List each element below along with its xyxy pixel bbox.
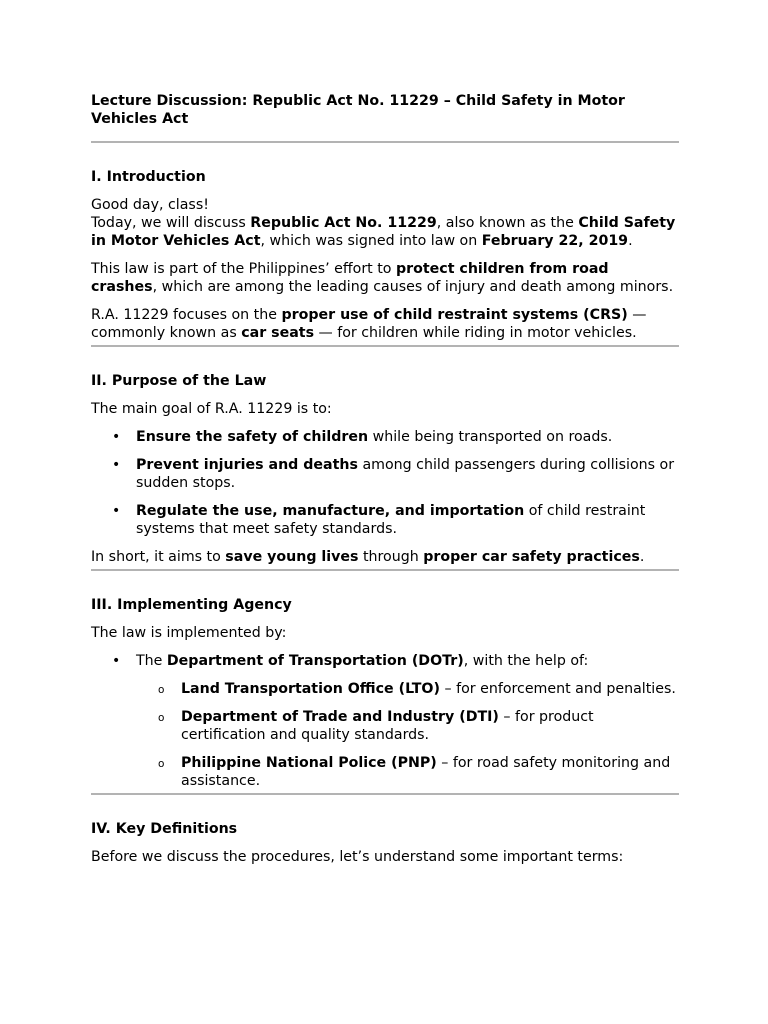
section-divider <box>91 141 679 143</box>
section-heading-definitions: IV. Key Definitions <box>91 821 238 837</box>
intro-paragraph-1: Today, we will discuss Republic Act No. 11229, also known as the Child Safety in Motor Vehicles Act, which was signed into law on February 22, 2019. <box>91 215 676 249</box>
section-heading-purpose: II. Purpose of the Law <box>91 373 267 389</box>
section-key-definitions <box>91 820 679 866</box>
section-introduction <box>91 168 679 342</box>
list-item: • Prevent injuries and deaths among child passengers during collisions or sudden stops. <box>91 456 679 492</box>
agency-sublist <box>136 680 679 790</box>
list-item: • Regulate the use, manufacture, and importation of child restraint systems that meet safety standards. <box>91 502 679 538</box>
section-divider <box>91 569 679 571</box>
section-purpose <box>91 372 679 566</box>
list-item: • Ensure the safety of children while being transported on roads. <box>91 428 679 446</box>
purpose-list <box>91 428 679 538</box>
greeting-text: Good day, class! <box>91 197 209 213</box>
sub-list-item: o Land Transportation Office (LTO) – for enforcement and penalties. <box>136 680 679 698</box>
sub-list-item: o Philippine National Police (PNP) – for road safety monitoring and assistance. <box>136 754 679 790</box>
agency-list <box>91 652 679 790</box>
section-divider <box>91 793 679 795</box>
list-item: • The Department of Transportation (DOTr), with the help of: o Land Transportation Office (LTO) – for enforcement and penalties. o Department of Trade and Industry (DTI) – for product certification and quality standards. o Philippine National Police (PNP) – for road safety monitoring and assistance. <box>91 652 679 790</box>
purpose-lead: The main goal of R.A. 11229 is to: <box>91 401 332 417</box>
document-title: Lecture Discussion: Republic Act No. 11229 – Child Safety in Motor Vehicles Act <box>91 93 625 127</box>
document-body <box>91 92 679 866</box>
purpose-summary: In short, it aims to save young lives through proper car safety practices. <box>91 549 645 565</box>
sub-list-item: o Department of Trade and Industry (DTI) – for product certification and quality standards. <box>136 708 679 744</box>
intro-paragraph-2: This law is part of the Philippines’ effort to protect children from road crashes, which are among the leading causes of injury and death among minors. <box>91 261 674 295</box>
section-heading-introduction: I. Introduction <box>91 169 206 185</box>
section-heading-agency: III. Implementing Agency <box>91 597 292 613</box>
agency-lead: The law is implemented by: <box>91 625 287 641</box>
section-implementing-agency <box>91 596 679 790</box>
intro-paragraph-3: R.A. 11229 focuses on the proper use of child restraint systems (CRS) — commonly known as car seats — for children while riding in motor vehicles. <box>91 307 647 341</box>
definitions-lead: Before we discuss the procedures, let’s understand some important terms: <box>91 849 624 865</box>
section-divider <box>91 345 679 347</box>
